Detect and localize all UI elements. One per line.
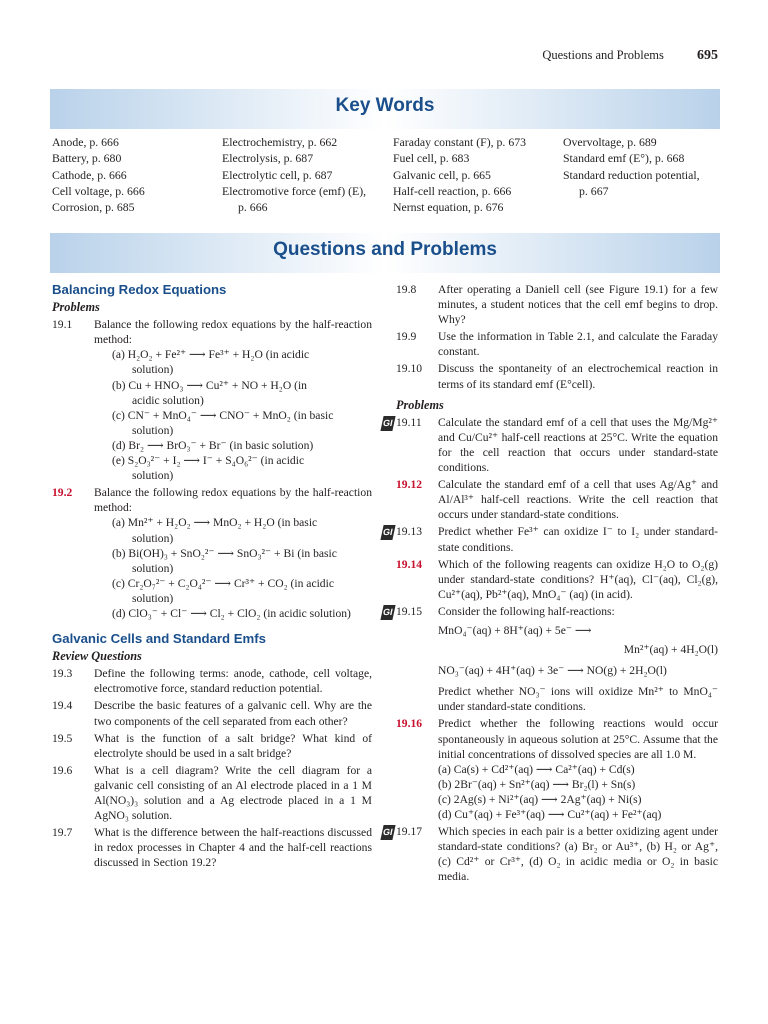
subheading: Review Questions [52,649,142,664]
running-header-section: Questions and Problems [542,48,664,62]
question-text: Balance the following redox equations by the half-reaction method: [94,486,372,515]
question-item: (d) Br₂ ⟶ BrO₃⁻ + Br⁻ (in basic solution) [112,438,314,452]
key-word: Half-cell reaction, p. 666 [393,183,512,198]
question-19-9: 19.9 Use the information in Table 2.1, and calculate the Faraday constant. [396,330,718,359]
key-word: Corrosion, p. 685 [52,200,135,215]
left-column [52,282,372,872]
multimedia-icon: GI [380,525,395,540]
question-19-1 [52,317,372,347]
question-item: (b) 2Br⁻(aq) + Sn²⁺(aq) ⟶ Br₂(l) + Sn(s) [438,777,636,791]
page-number: 695 [697,48,718,63]
question-number: 19.2 [52,486,73,500]
question-item: (c) 2Ag(s) + Ni²⁺(aq) ⟶ 2Ag⁺(aq) + Ni(s) [438,792,642,806]
question-item: (a) Mn²⁺ + H₂O₂ ⟶ MnO₂ + H₂O (in basic solution) [112,516,318,545]
key-word: p. 667 [579,183,609,198]
multimedia-icon: GI [380,605,395,620]
question-item: (b) Bi(OH)₃ + SnO₂²⁻ ⟶ SnO₃²⁻ + Bi (in basic solution) [112,546,337,575]
question-item: (a) H₂O₂ + Fe²⁺ ⟶ Fe³⁺ + H₂O (in acidic solution) [112,348,310,377]
half-reaction-1-product: Mn²⁺(aq) + 4H₂O(l) [623,643,718,657]
question-19-13: GI 19.13 Predict whether Fe³⁺ can oxidize I⁻ to I₂ under standard-state conditions. [382,525,718,554]
key-word: Cathode, p. 666 [52,167,127,182]
key-words-column-4 [563,134,700,199]
right-column [382,282,718,884]
key-words-column-2 [222,134,366,215]
question-19-11: GI 19.11 Calculate the standard emf of a cell that uses the Mg/Mg²⁺ and Cu/Cu²⁺ half-cell reactions at 25°C. Write the equation for the cell reaction that occurs under standard-state conditions. [382,415,718,475]
key-word: Fuel cell, p. 683 [393,151,470,166]
question-item: (c) CN⁻ + MnO₄⁻ ⟶ CNO⁻ + MnO₂ (in basic solution) [112,408,334,437]
key-word: Electrochemistry, p. 662 [222,135,338,149]
question-item: (d) ClO₃⁻ + Cl⁻ ⟶ Cl₂ + ClO₂ (in acidic solution) [112,606,351,620]
questions-problems-banner [50,233,720,273]
question-item: (c) Cr₂O₇²⁻ + C₂O₄²⁻ ⟶ Cr³⁺ + CO₂ (in acidic solution) [112,576,334,605]
key-word: Electrolysis, p. 687 [222,151,314,166]
running-header [542,48,718,64]
questions-problems-title: Questions and Problems [273,239,497,260]
multimedia-icon: GI [380,416,395,431]
question-19-2 [52,485,372,515]
question-item: (e) S₂O₃²⁻ + I₂ ⟶ I⁻ + S₄O₆²⁻ (in acidic solution) [112,454,305,483]
multimedia-icon: GI [380,825,395,840]
key-words-title: Key Words [335,95,435,116]
subheading: Problems [396,397,444,412]
question-19-3: 19.3 Define the following terms: anode, cathode, cell voltage, electromotive force, standard reduction potential. [52,667,372,696]
key-words-column-1 [52,134,145,215]
question-item: (a) Ca(s) + Cd²⁺(aq) ⟶ Ca²⁺(aq) + Cd(s) [438,762,635,776]
key-word: Battery, p. 680 [52,151,122,166]
question-19-10: 19.10 Discuss the spontaneity of an electrochemical reaction in terms of its standard emf (E°cell). [396,362,718,391]
key-word: Nernst equation, p. 676 [393,200,504,215]
key-word: Electromotive force (emf) (E), [222,183,367,198]
key-word: Anode, p. 666 [52,135,119,149]
question-item: (d) Cu⁺(aq) + Fe³⁺(aq) ⟶ Cu²⁺(aq) + Fe²⁺(aq) [438,808,662,821]
key-word: Overvoltage, p. 689 [563,135,657,149]
question-19-15: GI 19.15 Consider the following half-reactions: [396,604,718,619]
half-reaction-1: MnO₄⁻(aq) + 8H⁺(aq) + 5e⁻ ⟶ [438,623,592,637]
question-number: 19.1 [52,318,73,332]
question-19-6: 19.6 What is a cell diagram? Write the cell diagram for a galvanic cell consisting of an Al electrode placed in a 1 M Al(NO₃)₃ solution and a Ag electrode placed in a 1 M AgNO₃ solution. [52,763,372,823]
subheading: Problems [52,300,100,315]
question-19-12: 19.12 Calculate the standard emf of a cell that uses Ag/Ag⁺ and Al/Al³⁺ half-cell reactions. Write the cell reaction that occurs under standard-state conditions. [396,478,718,522]
key-word: p. 666 [238,200,268,215]
half-reaction-2: NO₃⁻(aq) + 4H⁺(aq) + 3e⁻ ⟶ NO(g) + 2H₂O(l) [438,664,667,678]
question-19-17: GI 19.17 Which species in each pair is a better oxidizing agent under standard-state conditions? (a) Br₂ or Au³⁺, (b) H₂ or Ag⁺, (c) Cd²⁺ or Cr³⁺, (d) O₂ in acidic media or O₂ in basic media. [382,825,718,884]
key-words-column-3 [393,134,526,215]
question-19-8: 19.8 After operating a Daniell cell (see Figure 19.1) for a few minutes, a student notices that the cell emf begins to drop. Why? [396,283,718,327]
question-19-15-part-b: Predict whether NO₃⁻ ions will oxidize Mn²⁺ to MnO₄⁻ under standard-state conditions. [438,685,718,714]
question-19-4: 19.4 Describe the basic features of a galvanic cell. Why are the two components of the cell separated from each other? [52,699,372,728]
key-words-banner [50,89,720,129]
key-word: Electrolytic cell, p. 687 [222,167,333,182]
key-word: Galvanic cell, p. 665 [393,167,491,182]
key-word: Standard reduction potential, [563,167,700,182]
question-19-16: 19.16 Predict whether the following reactions would occur spontaneously in aqueous solution at 25°C. Assume that the initial concentrations of dissolved species are all 1.0 M. [396,717,718,761]
key-word: Standard emf (E°), p. 668 [563,151,685,166]
section-heading: Balancing Redox Equations [52,282,227,297]
section-heading: Galvanic Cells and Standard Emfs [52,631,267,647]
question-19-14: 19.14 Which of the following reagents can oxidize H₂O to O₂(g) under standard-state conditions? H⁺(aq), Cl⁻(aq), Cl₂(g), Cu²⁺(aq), Pb²⁺(aq), MnO₄⁻ (aq) (in acid). [396,557,718,601]
question-19-5: 19.5 What is the function of a salt bridge? What kind of electrolyte should be used in a salt bridge? [52,731,372,760]
question-text: Balance the following redox equations by the half-reaction method: [94,318,372,347]
key-word: Cell voltage, p. 666 [52,183,145,198]
question-19-7: 19.7 What is the difference between the half-reactions discussed in redox processes in Chapter 4 and the half-cell reactions discussed in Section 19.2? [52,826,372,870]
question-item: (b) Cu + HNO₃ ⟶ Cu²⁺ + NO + H₂O (in acidic solution) [112,378,307,407]
key-word: Faraday constant (F), p. 673 [393,135,527,149]
